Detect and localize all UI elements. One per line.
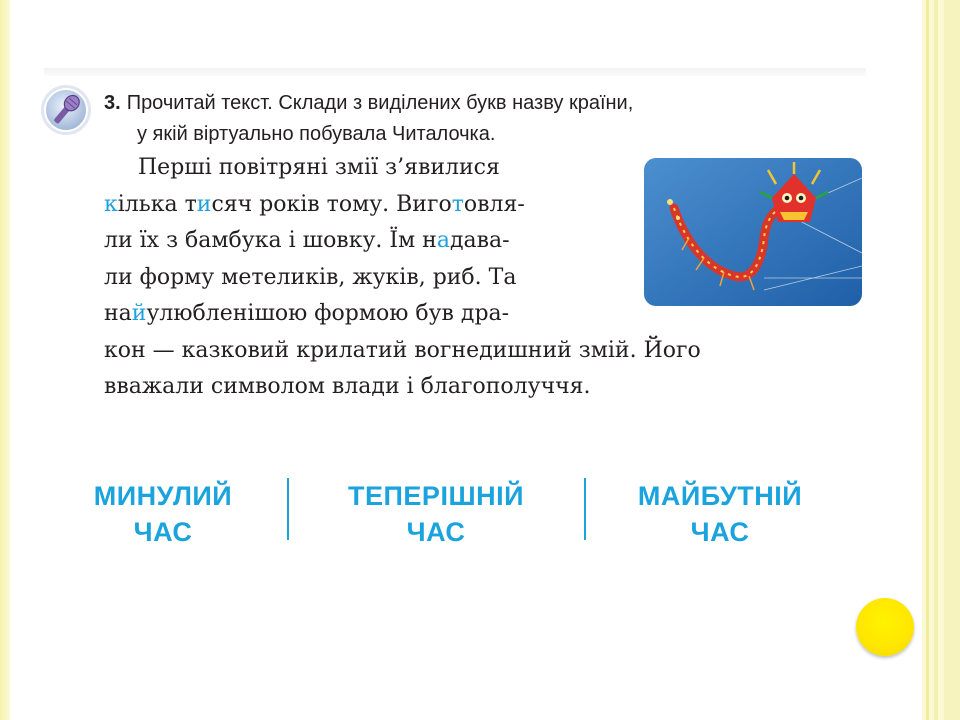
highlighted-letter: т [451, 191, 464, 217]
tense-divider [287, 478, 289, 540]
highlighted-letter: к [104, 191, 118, 217]
highlighted-letter: а [436, 228, 450, 253]
slide-frame-line [926, 0, 929, 720]
tense-future [620, 478, 820, 550]
tense-past-line-2: ЧАС [133, 517, 193, 547]
highlighted-letter: и [196, 191, 212, 217]
task-instruction-line-1: Прочитай текст. Склади з виділених букв назву країни, [126, 92, 634, 114]
highlighted-letter: й [131, 301, 147, 326]
tense-divider [584, 478, 586, 540]
slide-frame-band [944, 0, 960, 720]
story-text-segment: ли форму метеликів, жуків, риб. Та [104, 264, 517, 290]
tense-future-line-1: МАЙБУТНІЙ [637, 481, 803, 511]
story-line [104, 333, 864, 370]
story-text-segment: улюбленішою формою був дра- [146, 301, 510, 326]
tense-present-line-2: ЧАС [406, 517, 466, 547]
tense-past [78, 478, 248, 550]
dragon-kite-photo [644, 158, 862, 306]
slide-frame-left [0, 0, 10, 720]
story-text-segment: дава- [449, 228, 510, 253]
story-text-segment: ілька т [117, 191, 197, 217]
story-line [104, 369, 864, 406]
tense-past-line-1: МИНУЛИЙ [93, 481, 233, 511]
yellow-dot-decoration [856, 598, 914, 656]
story-text-segment: сяч років тому. Виго [211, 191, 452, 217]
slide-frame-line [934, 0, 938, 720]
story-text-segment: вважали символом влади і благополуччя. [104, 374, 591, 399]
tense-present-line-1: ТЕПЕРІШНІЙ [348, 481, 524, 511]
story-text-segment: овля- [463, 191, 525, 217]
story-text-segment: на [104, 301, 132, 326]
task-instruction-line-2: у якій віртуально побувала Читалочка. [137, 123, 496, 145]
tense-present [330, 478, 542, 550]
story-text-segment: ли їх з бамбука і шовку. Їм н [104, 228, 437, 253]
story-text-segment: Перші повітряні змії з’явилися [138, 155, 500, 180]
tense-future-line-2: ЧАС [690, 517, 750, 547]
task-instruction [104, 88, 864, 150]
story-text-segment: кон — казковий крилатий вогнедишний змій. Його [104, 337, 701, 363]
microphone-icon [40, 84, 92, 136]
task-number: 3. [104, 92, 121, 114]
